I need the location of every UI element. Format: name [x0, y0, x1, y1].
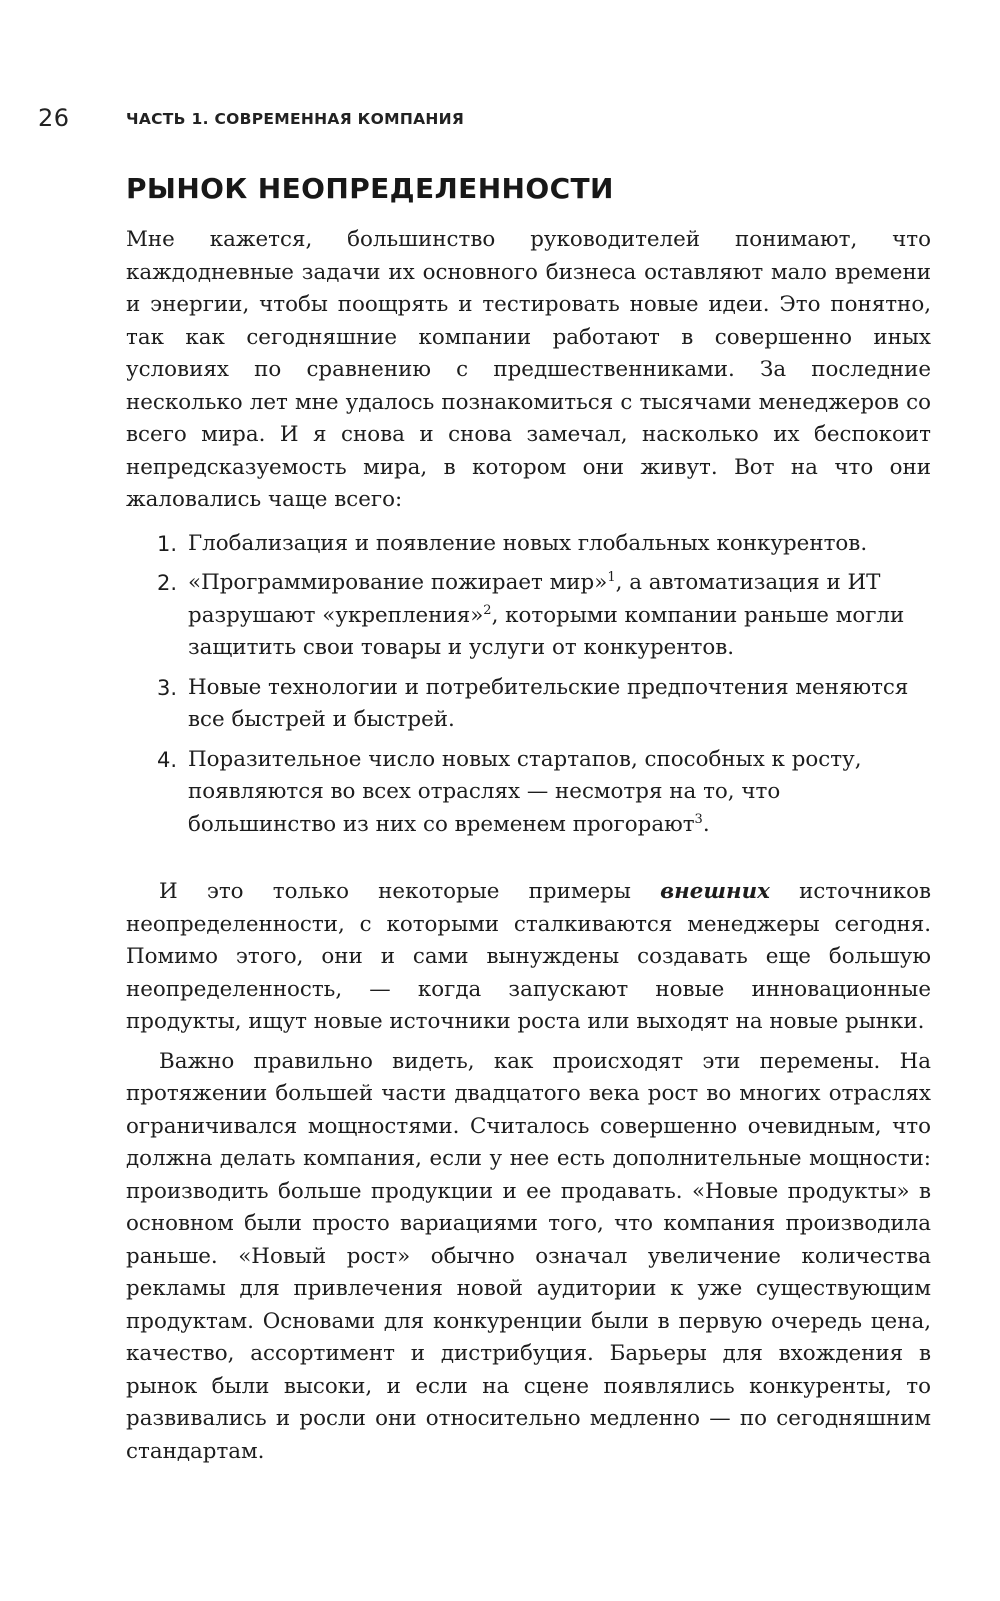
- list-item-text-part: , которыми компании раньше могли защитить свои товары и услуги от конкурентов.: [188, 602, 905, 660]
- list-item-number: 2.: [157, 571, 178, 595]
- complaints-list: [126, 528, 931, 842]
- intro-paragraph: Мне кажется, большинство руководителей понимают, что каждодневные задачи их основного бизнеса оставляют мало времени и энергии, чтобы поощрять и тестировать новые идеи. Это понятно, так как сегодняшние компании работают в совершенно иных условиях по сравнению с предшественниками. За последние несколько лет мне удалось познакомиться с тысячами менеджеров со всего мира. И я снова и снова замечал, насколько их беспокоит непредсказуемость мира, в котором они живут. Вот на что они жаловались чаще всего:: [126, 227, 931, 512]
- list-item-number: 1.: [157, 531, 178, 556]
- list-item-text-part: , а автоматизация и ИТ разрушают «укрепления»: [188, 570, 881, 628]
- running-head: [38, 104, 938, 138]
- page-number: 26: [38, 104, 70, 132]
- paragraph-text-part: источников неопределенности, с которыми сталкиваются менеджеры сегодня. Помимо этого, они и сами вынуждены создавать еще большую неопределенность, — когда запускают новые инновационные продукты, ищут новые источники роста или выходят на новые рынки.: [126, 879, 931, 1034]
- list-item-text-part: Поразительное число новых стартапов, способных к росту, появляются во всех отраслях — несмотря на то, что большинство из них со временем прогорают: [188, 746, 862, 837]
- list-item-text-part: .: [702, 811, 710, 837]
- list-item-text: Глобализация и появление новых глобальных конкурентов.: [188, 530, 868, 556]
- list-item: [126, 567, 931, 665]
- list-item: [126, 672, 931, 737]
- running-title: ЧАСТЬ 1. СОВРЕМЕННАЯ КОМПАНИЯ: [126, 110, 465, 128]
- paragraph-gap: [126, 854, 931, 876]
- paragraph-text-part: И это только некоторые примеры: [159, 879, 661, 904]
- footnote-ref: 2: [483, 602, 492, 618]
- page-content: [126, 172, 931, 1468]
- body-paragraph-2: [126, 876, 931, 1039]
- list-item-text: [188, 567, 931, 665]
- body-paragraph-3: Важно правильно видеть, как происходят эти перемены. На протяжении большей части двадцатого века рост во многих отраслях ограничивался мощностями. Считалось совершенно очевидным, что должна делать компания, если у нее есть дополнительные мощности: производить больше продукции и ее продавать. «Новые продукты» в основном были просто вариациями того, что компания производила раньше. «Новый рост» обычно означал увеличение количества рекламы для привлечения новой аудитории к уже существующим продуктам. Основами для конкуренции были в первую очередь цена, качество, ассортимент и дистрибуция. Барьеры для вхождения в рынок были высоки, и если на сцене появлялись конкуренты, то развивались и росли они относительно медленно — по сегодняшним стандартам.: [126, 1048, 931, 1464]
- list-item-text: Новые технологии и потребительские предпочтения меняются все быстрей и быстрей.: [188, 674, 909, 732]
- section-title: РЫНОК НЕОПРЕДЕЛЕННОСТИ: [126, 172, 614, 205]
- footnote-ref: 3: [694, 811, 703, 827]
- list-item: [126, 744, 931, 842]
- emphasis-word: внешних: [660, 879, 770, 904]
- list-item-number: 4.: [157, 747, 178, 772]
- list-item: [126, 528, 931, 561]
- footnote-ref: 1: [607, 569, 616, 585]
- list-item-text: [188, 744, 931, 842]
- list-item-text-part: «Программирование пожирает мир»: [188, 570, 608, 595]
- list-item-number: 3.: [157, 675, 178, 700]
